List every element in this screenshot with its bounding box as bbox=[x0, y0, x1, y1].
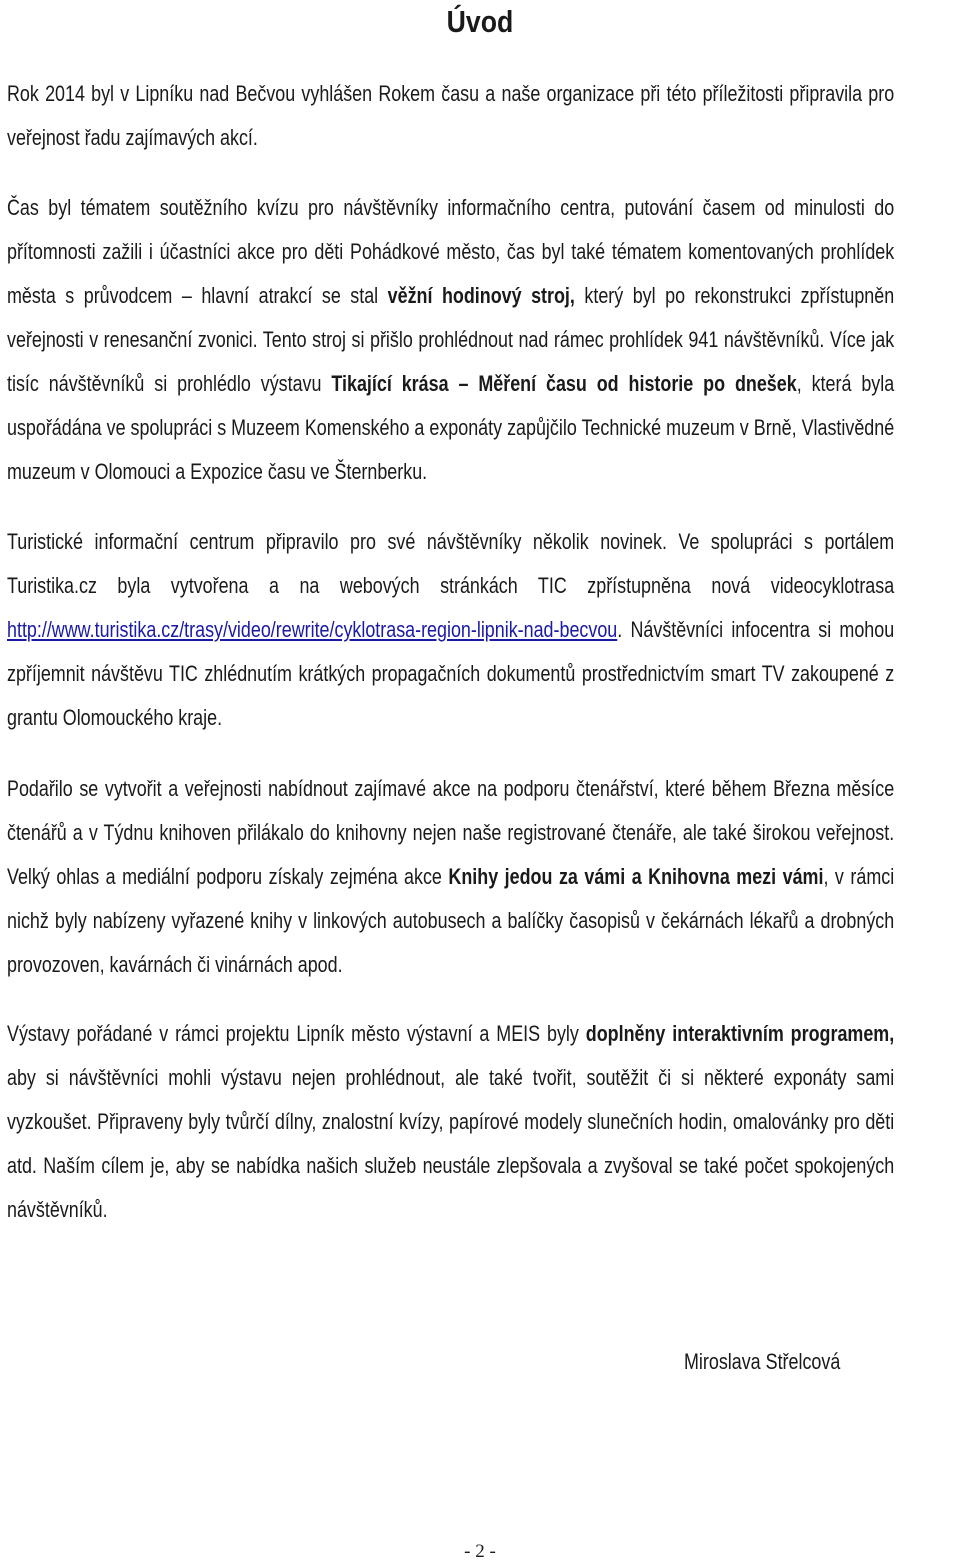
signature: Miroslava Střelcová bbox=[684, 1349, 841, 1374]
paragraph-text: aby si návštěvníci mohli výstavu nejen prohlédnout, ale také tvořit, soutěžit či si některé exponáty sami vyzkoušet. Připraveny byly tvůrčí dílny, znalostní kvízy, papírové modely slunečních hodin, omalovánky pro děti atd. Naším cílem je, aby se nabídka našich služeb neustále zlepšovala a zvyšoval se také počet spokojených návštěvníků. bbox=[7, 1065, 895, 1222]
page-title: Úvod bbox=[446, 4, 514, 39]
paragraph-text: , v rámci nichž byly nabízeny vyřazené knihy v linkových autobusech a balíčky časopisů v čekárnách lékařů a drobných provozoven, kavárnách či vinárnách apod. bbox=[7, 864, 895, 977]
paragraph-text: který byl po rekonstrukci zpřístupněn veřejnosti v renesanční zvonici. Tento stroj si přišlo prohlédnout nad rámec prohlídek 941 návštěvníků. Více jak tisíc návštěvníků si prohlédlo výstavu bbox=[7, 283, 895, 396]
page-number: - 2 - bbox=[464, 1541, 496, 1562]
paragraph-text: , která byla uspořádána ve spolupráci s Muzeem Komenského a exponáty zapůjčilo Technické muzeum v Brně, Vlastivědné muzeum v Olomouci a Expozice času ve Šternberku. bbox=[7, 371, 895, 484]
paragraph-text: . Návštěvníci infocentra si mohou zpříjemnit návštěvu TIC zhlédnutím krátkých propagačních dokumentů prostřednictvím smart TV zakoupené z grantu Olomouckého kraje. bbox=[7, 617, 895, 730]
paragraph-text: Rok 2014 byl v Lipníku nad Bečvou vyhlášen Rokem času a naše organizace při této příležitosti připravila pro veřejnost řadu zajímavých akcí. bbox=[7, 81, 895, 150]
bold-text: doplněny interaktivním programem, bbox=[585, 1021, 895, 1046]
paragraph-time-year bbox=[7, 186, 894, 494]
paragraph-text: Čas byl tématem soutěžního kvízu pro návštěvníky informačního centra, putování časem od minulosti do přítomnosti zažili i účastníci akce pro děti Pohádkové město, čas byl také tématem komentovaných prohlídek města s průvodcem – hlavní atrakcí se stal bbox=[7, 195, 895, 308]
paragraph-text: Výstavy pořádané v rámci projektu Lipník město výstavní a MEIS byly bbox=[7, 1021, 586, 1046]
paragraph-info-centre bbox=[7, 520, 894, 740]
paragraph-intro bbox=[7, 72, 894, 160]
paragraph-text: Podařilo se vytvořit a veřejnosti nabídnout zajímavé akce na podporu čtenářství, které během Března měsíce čtenářů a v Týdnu knihoven přilákalo do knihovny nejen naše registrované čtenáře, ale také širokou veřejnost. Velký ohlas a mediální podporu získaly zejména akce bbox=[7, 776, 895, 889]
bold-text: Tikající krása – Měření času od historie po dnešek bbox=[331, 371, 797, 396]
paragraph-text: Turistické informační centrum připravilo pro své návštěvníky několik novinek. Ve spolupráci s portálem Turistika.cz byla vytvořena a na webových stránkách TIC zpřístupněna nová videocyklotrasa bbox=[7, 529, 895, 598]
bold-text: Knihy jedou za vámi a Knihovna mezi vámi bbox=[448, 864, 824, 889]
paragraph-exhibitions bbox=[7, 1012, 894, 1232]
paragraph-reading bbox=[7, 767, 894, 987]
bold-text: věžní hodinový stroj, bbox=[387, 283, 575, 308]
cyclotrail-video-link[interactable]: http://www.turistika.cz/trasy/video/rewrite/cyklotrasa-region-lipnik-nad-becvou bbox=[7, 617, 618, 642]
